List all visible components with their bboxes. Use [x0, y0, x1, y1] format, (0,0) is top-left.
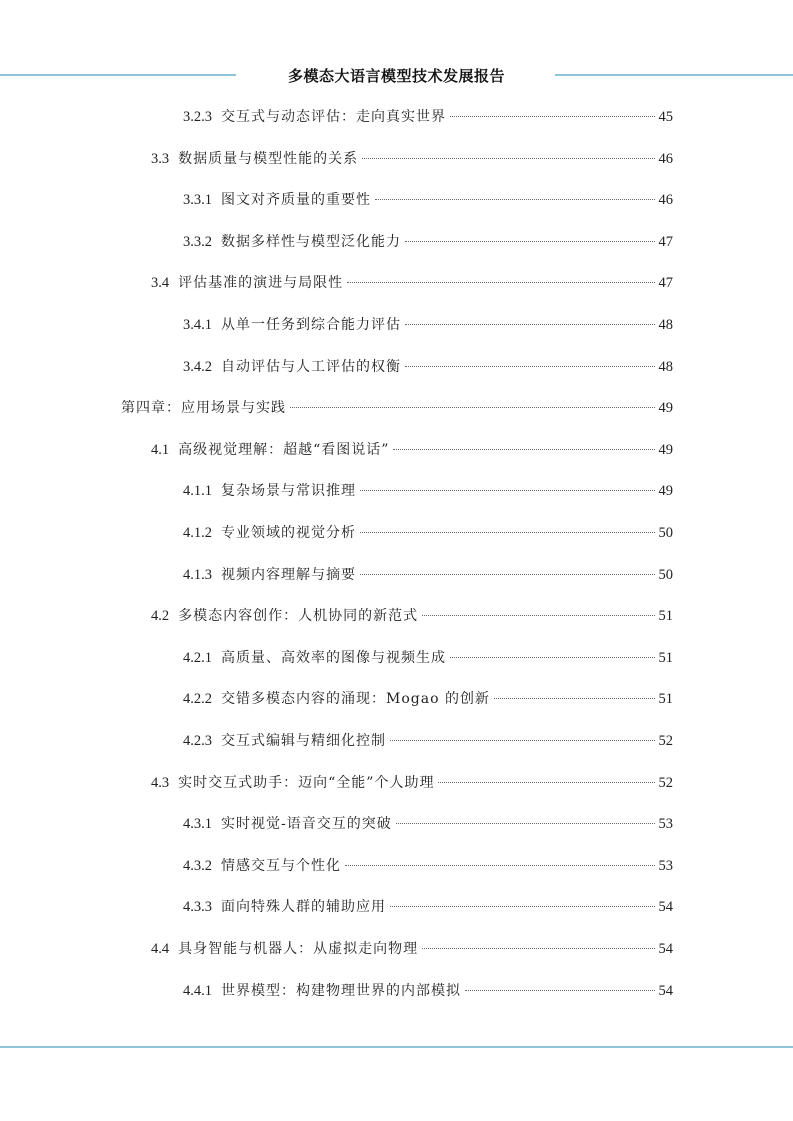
toc-entry-number: 4.3.1	[183, 816, 212, 832]
toc-dot-leader	[360, 490, 655, 491]
toc-entry-title: 具身智能与机器人：从虚拟走向物理	[178, 941, 419, 957]
toc-page-number: 53	[658, 816, 673, 832]
toc-entry[interactable]	[183, 564, 673, 586]
toc-page-number: 45	[658, 109, 673, 125]
toc-dot-leader	[450, 657, 655, 658]
toc-entry[interactable]	[183, 688, 673, 710]
toc-page-number: 48	[658, 359, 673, 375]
toc-entry-number: 4.2.1	[183, 650, 212, 666]
toc-entry[interactable]	[183, 980, 673, 1002]
toc-page-number: 46	[658, 151, 673, 167]
toc-entry[interactable]	[151, 439, 673, 461]
toc-page-number: 50	[658, 525, 673, 541]
toc-entry-number: 4.2.2	[183, 691, 212, 707]
header-rule-right	[555, 74, 793, 76]
toc-dot-leader	[422, 615, 654, 616]
toc-entry-number: 3.2.3	[183, 109, 212, 125]
toc-page-number: 54	[658, 899, 673, 915]
toc-entry-title: 评估基准的演进与局限性	[178, 275, 344, 291]
toc-entry-title: 交互式与动态评估：走向真实世界	[221, 109, 446, 125]
toc-dot-leader	[347, 282, 654, 283]
toc-dot-leader	[362, 158, 654, 159]
toc-entry-title: 自动评估与人工评估的权衡	[221, 359, 401, 375]
toc-dot-leader	[290, 407, 655, 408]
toc-dot-leader	[360, 574, 655, 575]
toc-entry-title: 多模态内容创作：人机协同的新范式	[178, 608, 419, 624]
toc-dot-leader	[390, 906, 655, 907]
toc-dot-leader	[360, 532, 655, 533]
toc-entry-title: 情感交互与个性化	[221, 858, 341, 874]
toc-entry[interactable]	[151, 772, 673, 794]
toc-entry-number: 4.1.3	[183, 567, 212, 583]
toc-entry-title: 专业领域的视觉分析	[221, 525, 356, 541]
toc-dot-leader	[405, 366, 655, 367]
toc-entry-number: 3.4	[151, 275, 170, 291]
toc-entry-title: 复杂场景与常识推理	[221, 483, 356, 499]
toc-entry-number: 3.3	[151, 151, 170, 167]
toc-dot-leader	[393, 449, 654, 450]
toc-entry-title: 面向特殊人群的辅助应用	[221, 899, 386, 915]
toc-dot-leader	[405, 324, 655, 325]
toc-entry-title: 数据质量与模型性能的关系	[178, 151, 359, 167]
toc-entry-title: 高质量、高效率的图像与视频生成	[221, 650, 446, 666]
toc-page-number: 46	[658, 192, 673, 208]
toc-page-number: 49	[658, 400, 673, 416]
toc-entry[interactable]	[151, 605, 673, 627]
toc-dot-leader	[375, 199, 655, 200]
toc-page-number: 48	[658, 317, 673, 333]
toc-entry-number: 4.4	[151, 941, 170, 957]
toc-entry-title: 图文对齐质量的重要性	[221, 192, 371, 208]
toc-entry-title: 第四章：应用场景与实践	[121, 400, 286, 416]
toc-entry-title: 实时交互式助手：迈向“全能”个人助理	[178, 775, 435, 791]
toc-entry-title: 世界模型：构建物理世界的内部模拟	[221, 983, 461, 999]
toc-page-number: 52	[658, 733, 673, 749]
toc-entry[interactable]	[183, 356, 673, 378]
toc-entry-title: 视频内容理解与摘要	[221, 567, 356, 583]
toc-entry[interactable]	[183, 730, 673, 752]
toc-entry-title: 高级视觉理解：超越“看图说话”	[178, 442, 390, 458]
toc-entry-number: 4.2.3	[183, 733, 212, 749]
toc-dot-leader	[450, 116, 655, 117]
toc-entry-number: 3.3.2	[183, 234, 212, 250]
toc-entry-title: 交互式编辑与精细化控制	[221, 733, 386, 749]
toc-entry-number: 4.1.2	[183, 525, 212, 541]
toc-entry[interactable]	[183, 480, 673, 502]
toc-entry-title: 数据多样性与模型泛化能力	[221, 234, 401, 250]
toc-entry[interactable]	[183, 855, 673, 877]
toc-entry[interactable]	[151, 272, 673, 294]
toc-page-number: 51	[658, 691, 673, 707]
toc-entry[interactable]	[151, 148, 673, 170]
toc-dot-leader	[396, 823, 655, 824]
toc-dot-leader	[438, 782, 654, 783]
toc-page-number: 51	[658, 608, 673, 624]
toc-entry[interactable]	[183, 314, 673, 336]
toc-entry[interactable]	[183, 522, 673, 544]
toc-entry[interactable]	[183, 813, 673, 835]
toc-page-number: 47	[658, 275, 673, 291]
toc-dot-leader	[390, 740, 655, 741]
toc-page-number: 53	[658, 858, 673, 874]
toc-entry-number: 4.1.1	[183, 483, 212, 499]
toc-page-number: 54	[658, 941, 673, 957]
toc-page-number: 52	[658, 775, 673, 791]
toc-entry[interactable]	[183, 896, 673, 918]
toc-entry-number: 4.1	[151, 442, 170, 458]
toc-page-number: 51	[658, 650, 673, 666]
toc-entry-number: 3.4.2	[183, 359, 212, 375]
toc-dot-leader	[494, 698, 655, 699]
toc-entry-number: 4.3.3	[183, 899, 212, 915]
toc-entry[interactable]	[183, 189, 673, 211]
toc-entry-title: 从单一任务到综合能力评估	[221, 317, 401, 333]
toc-entry[interactable]	[121, 397, 673, 419]
toc-entry-number: 4.3.2	[183, 858, 212, 874]
toc-page-number: 49	[658, 442, 673, 458]
toc-page-number: 47	[658, 234, 673, 250]
toc-entry-number: 3.4.1	[183, 317, 212, 333]
toc-page-number: 54	[658, 983, 673, 999]
toc-entry-title: 交错多模态内容的涌现：Mogao 的创新	[221, 691, 490, 707]
document-title: 多模态大语言模型技术发展报告	[287, 67, 505, 85]
toc-entry[interactable]	[183, 231, 673, 253]
toc-dot-leader	[465, 990, 655, 991]
footer-rule	[0, 1046, 793, 1048]
toc-entry-number: 4.2	[151, 608, 170, 624]
toc-entry-title: 实时视觉-语音交互的突破	[221, 816, 392, 832]
toc-page-number: 49	[658, 483, 673, 499]
toc-page-number: 50	[658, 567, 673, 583]
toc-dot-leader	[345, 865, 655, 866]
toc-entry-number: 4.3	[151, 775, 170, 791]
toc-entry[interactable]	[151, 938, 673, 960]
toc-entry-number: 3.3.1	[183, 192, 212, 208]
toc-entry[interactable]	[183, 106, 673, 128]
toc-entry[interactable]	[183, 647, 673, 669]
toc-dot-leader	[422, 948, 654, 949]
toc-dot-leader	[405, 241, 655, 242]
toc-entry-number: 4.4.1	[183, 983, 212, 999]
